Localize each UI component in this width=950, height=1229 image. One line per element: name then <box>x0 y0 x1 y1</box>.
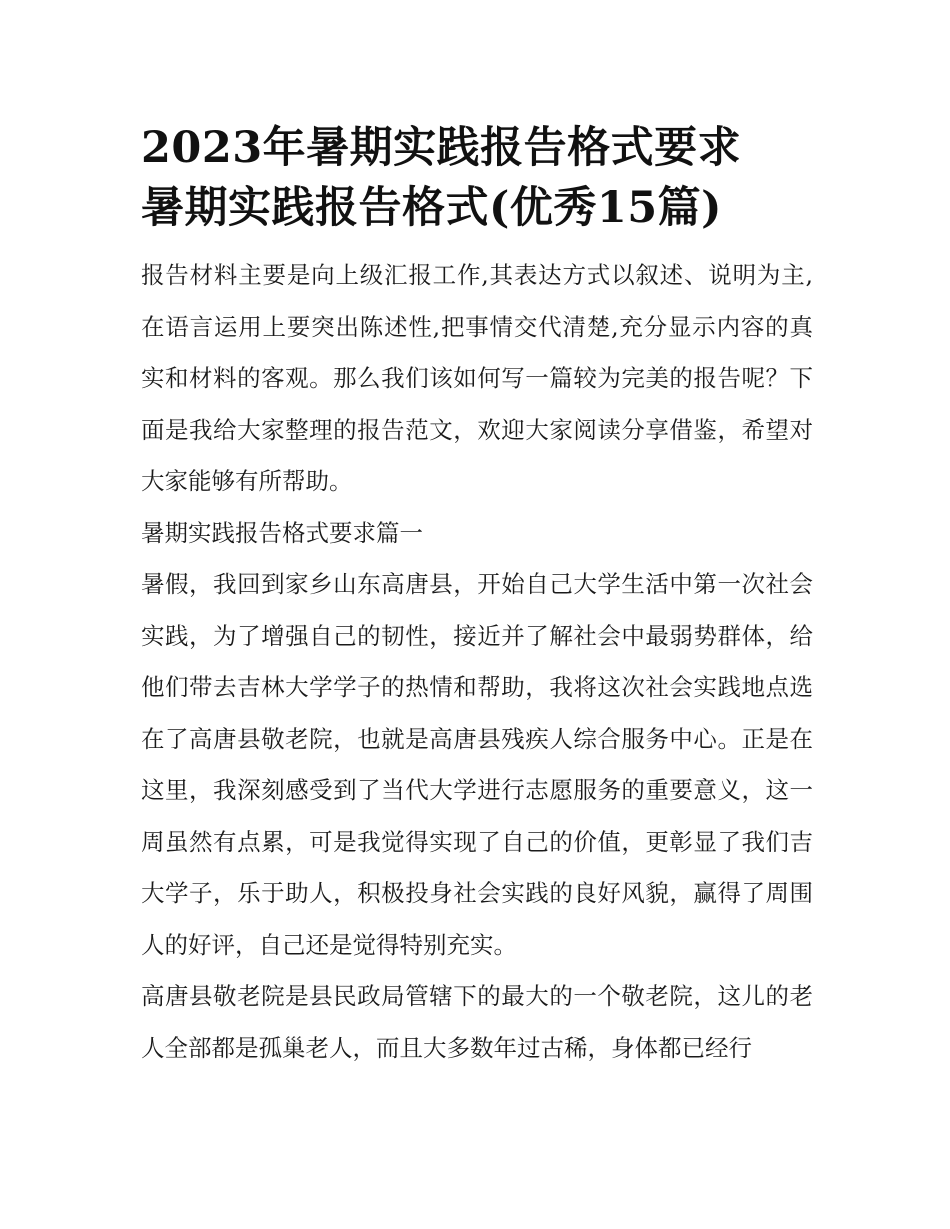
body-paragraph-2: 高唐县敬老院是县民政局管辖下的最大的一个敬老院，这儿的老人全部都是孤巢老人，而且大多数年过古稀，身体都已经行 <box>141 982 813 1062</box>
title-line-1: 2023年暑期实践报告格式要求 <box>141 123 742 173</box>
intro-paragraph: 报告材料主要是向上级汇报工作,其表达方式以叙述、说明为主,在语言运用上要突出陈述性,把事情交代清楚,充分显示内容的真实和材料的客观。那么我们该如何写一篇较为完美的报告呢？下面是我给大家整理的报告范文，欢迎大家阅读分享借鉴，希望对大家能够有所帮助。 <box>141 261 813 495</box>
section-heading: 暑期实践报告格式要求篇一 <box>141 518 423 547</box>
title-line-2: 暑期实践报告格式(优秀15篇) <box>141 183 723 233</box>
document-body <box>141 118 813 1074</box>
document-title <box>141 118 813 238</box>
body-paragraph-1: 暑假，我回到家乡山东高唐县，开始自己大学生活中第一次社会实践，为了增强自己的韧性，接近并了解社会中最弱势群体，给他们带去吉林大学学子的热情和帮助，我将这次社会实践地点选在了高唐县敬老院，也就是高唐县残疾人综合服务中心。正是在这里，我深刻感受到了当代大学进行志愿服务的重要意义，这一周虽然有点累，可是我觉得实现了自己的价值，更彰显了我们吉大学子，乐于助人，积极投身社会实践的良好风貌，赢得了周围人的好评，自己还是觉得特别充实。 <box>141 570 813 959</box>
